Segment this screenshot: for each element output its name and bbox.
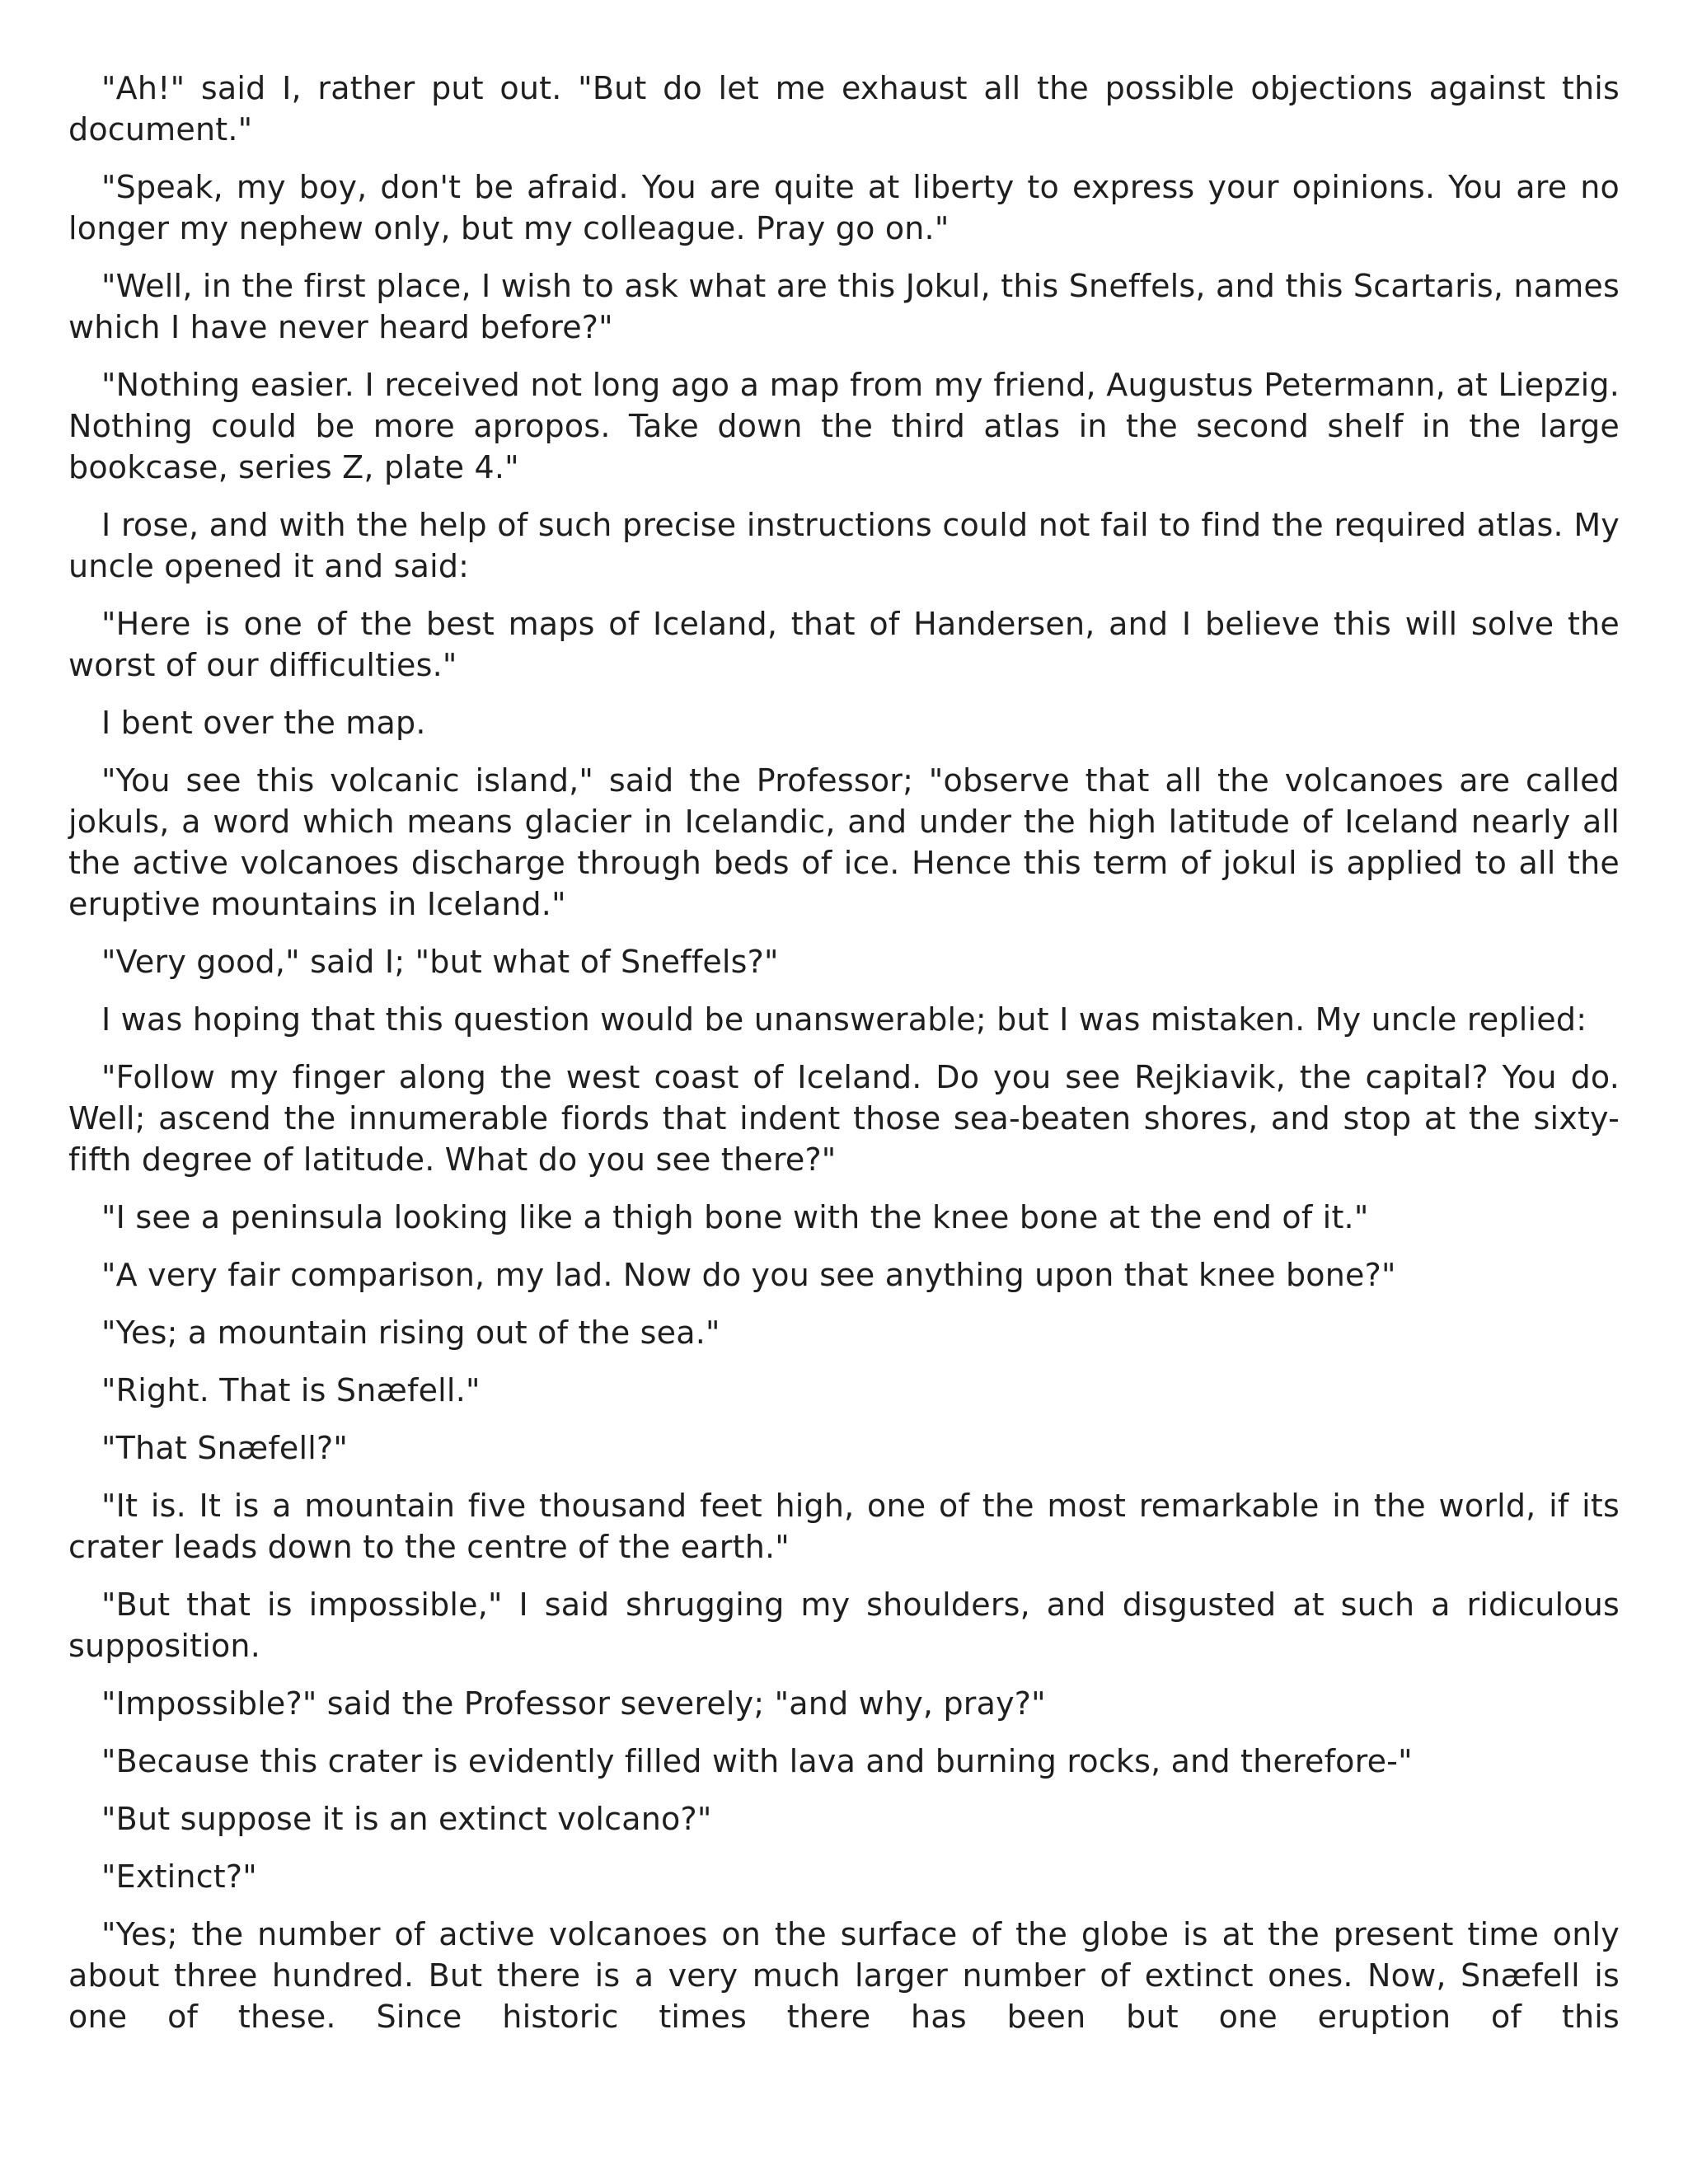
paragraph: "A very fair comparison, my lad. Now do you see anything upon that knee bone?": [101, 1257, 1396, 1293]
paragraph: "Yes; the number of active volcanoes on the surface of the globe is at the present time only about three hundred. But there is a very much larger number of extinct ones. Now, Snæfell is one of these. Since historic times there has been but one eruption of this: [68, 1916, 1620, 2035]
paragraph: "Ah!" said I, rather put out. "But do let me exhaust all the possible objections against this document.": [68, 70, 1620, 148]
paragraph: "You see this volcanic island," said the Professor; "observe that all the volcanoes are called jokuls, a word which means glacier in Icelandic, and under the high latitude of Iceland nearly all the active volcanoes discharge through beds of ice. Hence this term of jokul is applied to all the eruptive mountains in Iceland.": [68, 762, 1620, 922]
paragraph: "Yes; a mountain rising out of the sea.": [101, 1315, 720, 1351]
paragraph: "That Snæfell?": [101, 1430, 349, 1466]
paragraph: "But that is impossible," I said shrugging my shoulders, and disgusted at such a ridiculous supposition.: [68, 1586, 1620, 1664]
paragraph: I bent over the map.: [101, 705, 426, 741]
paragraph: "Impossible?" said the Professor severely; "and why, pray?": [101, 1685, 1046, 1722]
paragraph: I was hoping that this question would be unanswerable; but I was mistaken. My uncle replied:: [101, 1001, 1587, 1038]
paragraph: "But suppose it is an extinct volcano?": [101, 1801, 712, 1837]
paragraph: "Well, in the first place, I wish to ask what are this Jokul, this Sneffels, and this Scartaris, names which I have never heard before?": [68, 268, 1620, 345]
paragraph: "Extinct?": [101, 1858, 257, 1895]
paragraph: "Right. That is Snæfell.": [101, 1372, 481, 1408]
paragraph: "Here is one of the best maps of Iceland, that of Handersen, and I believe this will solve the worst of our difficulties.": [68, 606, 1620, 683]
paragraph: "It is. It is a mountain five thousand feet high, one of the most remarkable in the world, if its crater leads down to the centre of the earth.": [68, 1488, 1620, 1565]
paragraph: "I see a peninsula looking like a thigh bone with the knee bone at the end of it.": [101, 1199, 1369, 1235]
paragraph: I rose, and with the help of such precise instructions could not fail to find the required atlas. My uncle opened it and said:: [68, 507, 1620, 584]
paragraph: "Speak, my boy, don't be afraid. You are quite at liberty to express your opinions. You are no longer my nephew only, but my colleague. Pray go on.": [68, 169, 1620, 246]
paragraph: "Very good," said I; "but what of Sneffels?": [101, 944, 779, 980]
paragraph: "Follow my finger along the west coast of Iceland. Do you see Rejkiavik, the capital? You do. Well; ascend the innumerable fiords that indent those sea-beaten shores, and stop at the sixty-fifth degree of latitude. What do you see there?": [68, 1059, 1620, 1178]
paragraph: "Because this crater is evidently filled with lava and burning rocks, and therefore-": [101, 1743, 1413, 1779]
paragraph: "Nothing easier. I received not long ago a map from my friend, Augustus Petermann, at Liepzig. Nothing could be more apropos. Take down the third atlas in the second shelf in the large bookcase, series Z, plate 4.": [68, 367, 1620, 485]
document-page: [68, 68, 1620, 2037]
